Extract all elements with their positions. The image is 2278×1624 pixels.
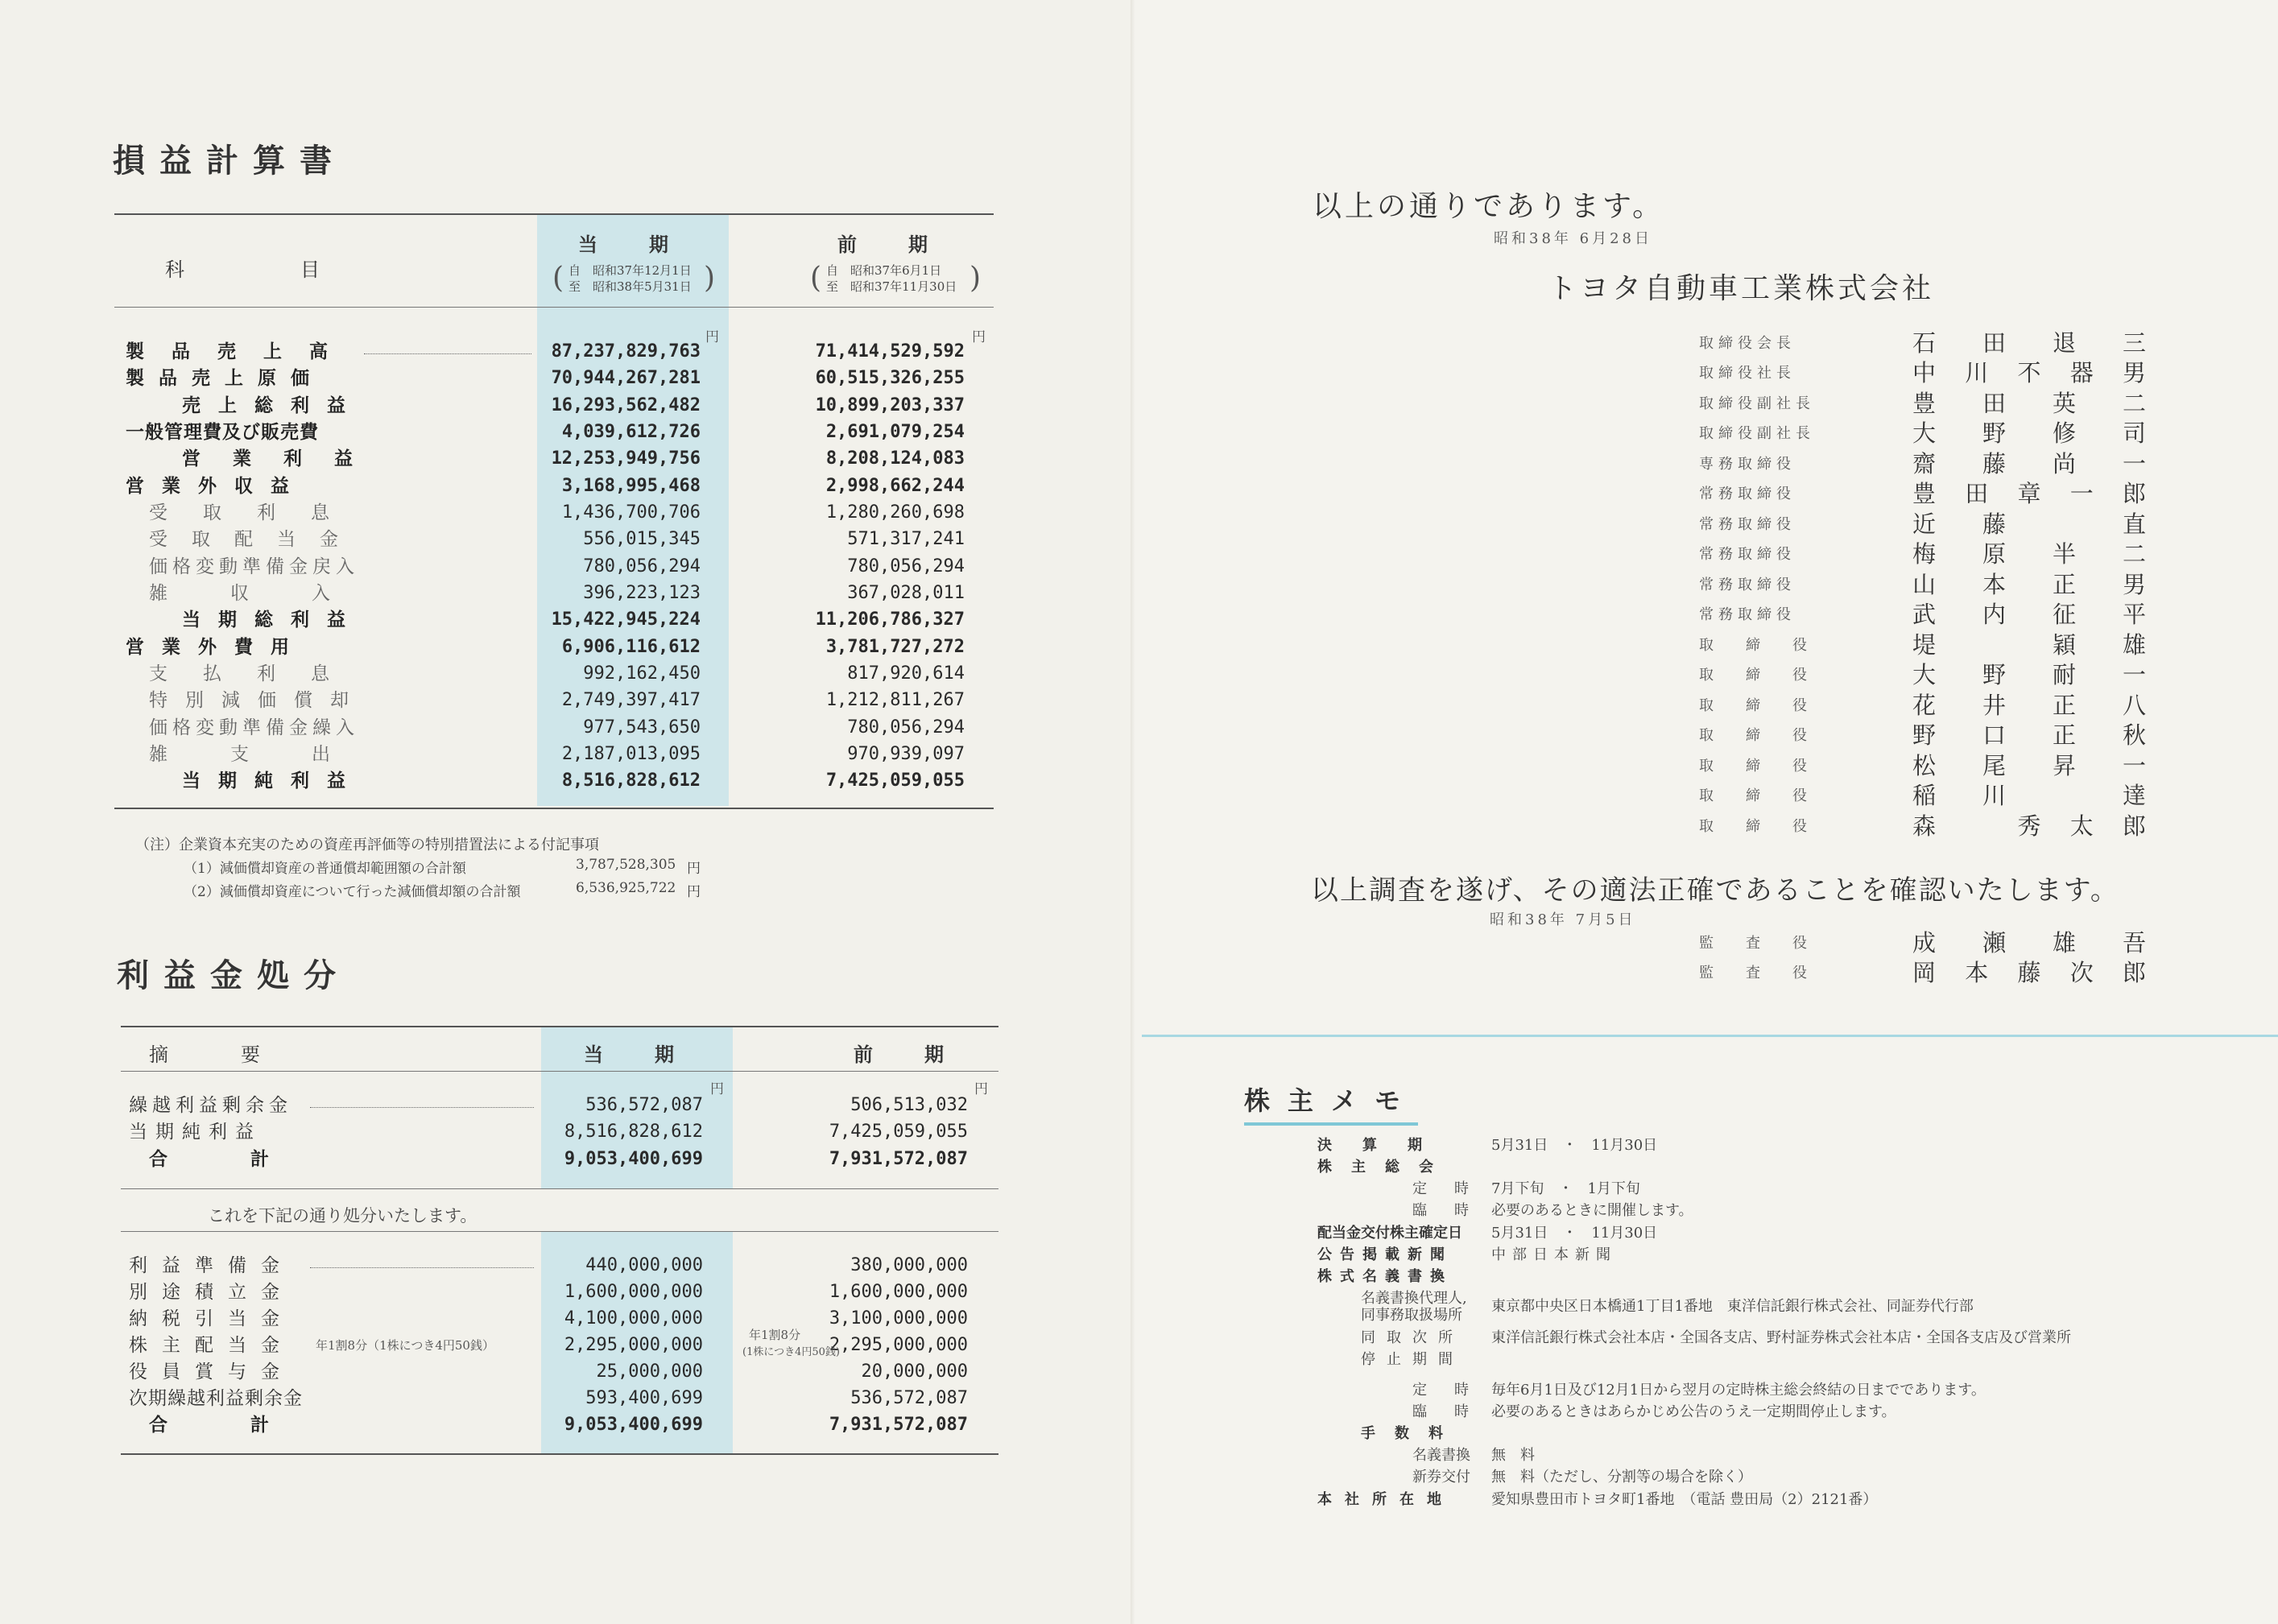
row-label: 受取配当金 <box>149 529 362 550</box>
table-row <box>0 1280 1135 1304</box>
closing-statement: 以上の通りであります。 <box>1313 190 1665 223</box>
memo-sub-label: 停止期間 <box>1361 1351 1464 1368</box>
previous-value: 7,425,059,055 <box>825 771 965 791</box>
current-value: 977,543,650 <box>583 717 701 738</box>
table-row <box>0 688 1135 713</box>
table-row <box>0 501 1135 525</box>
officer-name: 梅 原 半 二 <box>1912 540 2146 568</box>
auditor-row <box>1699 958 2158 988</box>
officer-title: 常務取締役 <box>1699 486 1796 502</box>
header-bottom-rule <box>114 307 994 308</box>
previous-value: 7,425,059,055 <box>829 1122 968 1142</box>
current-value: 556,015,345 <box>583 529 701 549</box>
unit-yen: 円 <box>710 1081 724 1097</box>
memo-sub-label: 新券交付 <box>1412 1469 1470 1486</box>
table-row <box>0 1254 1135 1278</box>
table-row <box>0 581 1135 605</box>
officer-title: 専務取締役 <box>1699 456 1796 473</box>
previous-value: 380,000,000 <box>850 1255 968 1275</box>
officer-name: 花 井 正 八 <box>1912 692 2146 719</box>
column-header-item: 科 目 <box>165 258 368 281</box>
memo-label: 本社所在地 <box>1317 1491 1454 1508</box>
dividend-note-previous-detail: (1株につき4円50銭) <box>742 1346 840 1358</box>
prev-to: 至 昭和37年11月30日 <box>826 279 957 294</box>
previous-value: 11,206,786,327 <box>815 610 965 630</box>
officer-row <box>1699 660 2158 690</box>
officer-title: 常務取締役 <box>1699 516 1796 533</box>
note-2-label: （2）減価償却資産について行った減価償却額の合計額 <box>184 884 521 900</box>
table-row <box>0 1147 1135 1172</box>
column-header-current: 当 期 <box>578 233 684 256</box>
row-label: 売上総利益 <box>182 395 363 416</box>
table-row <box>0 742 1135 767</box>
officer-name: 山 本 正 男 <box>1912 571 2146 598</box>
current-value: 4,100,000,000 <box>564 1308 703 1329</box>
officer-title: 常務取締役 <box>1699 546 1796 563</box>
section-rule <box>121 1188 998 1189</box>
current-value: 16,293,562,482 <box>551 395 701 415</box>
officer-row <box>1699 358 2158 388</box>
previous-value: 60,515,326,255 <box>815 368 965 388</box>
officer-title: 常務取締役 <box>1699 576 1796 593</box>
note-head: （注）企業資本充実のための資産再評価等の特別措置法による付記事項 <box>135 837 599 853</box>
memo-value: 7月下旬 ・ 1月下旬 <box>1491 1180 1640 1197</box>
previous-value: 2,295,000,000 <box>829 1335 968 1355</box>
previous-value: 780,056,294 <box>847 556 965 576</box>
officer-title: 取締役副社長 <box>1699 395 1815 412</box>
memo-sub-label: 定 時 <box>1412 1382 1475 1399</box>
officer-row <box>1699 539 2158 569</box>
table-row <box>0 394 1135 418</box>
prev-from: 自 昭和37年6月1日 <box>826 263 942 278</box>
row-label: 製品売上原価 <box>126 368 324 389</box>
current-value: 2,295,000,000 <box>564 1335 703 1355</box>
officer-row <box>1699 691 2158 721</box>
previous-value: 8,208,124,083 <box>825 448 965 469</box>
officer-title: 取締役 <box>1699 727 1839 744</box>
memo-value: 5月31日 ・ 11月30日 <box>1491 1137 1658 1154</box>
column-header-previous: 前 期 <box>837 233 944 256</box>
row-label: 受取利息 <box>149 502 365 523</box>
shareholder-memo-title: 株主メモ <box>1244 1081 1418 1126</box>
note-2-value: 6,536,925,722 <box>576 880 676 896</box>
previous-value: 1,280,260,698 <box>825 502 965 523</box>
memo-value: 必要のあるときはあらかじめ公告のうえ一定期間停止します。 <box>1491 1403 1896 1420</box>
header-bottom-rule <box>121 1071 998 1072</box>
column-header-previous: 前 期 <box>854 1043 960 1066</box>
income-statement-title: 損益計算書 <box>113 143 346 180</box>
row-label: 役員賞与金 <box>129 1362 294 1382</box>
previous-value: 3,100,000,000 <box>829 1308 968 1329</box>
officer-title: 常務取締役 <box>1699 606 1796 623</box>
officer-name: 松 尾 昇 一 <box>1912 752 2146 779</box>
auditor-name: 成 瀬 雄 吾 <box>1912 929 2146 957</box>
current-value: 9,053,400,699 <box>564 1149 703 1169</box>
officer-row <box>1699 449 2158 479</box>
current-value: 6,906,116,612 <box>561 637 701 657</box>
company-name: トヨタ自動車工業株式会社 <box>1548 272 1935 305</box>
table-top-rule <box>121 1026 998 1027</box>
table-row <box>0 1333 1135 1357</box>
previous-value: 71,414,529,592 <box>815 341 965 362</box>
note-1-label: （1）減価償却資産の普通償却範囲額の合計額 <box>184 861 466 877</box>
memo-label: 配当金交付株主確定日 <box>1317 1225 1462 1242</box>
officer-title: 取締役社長 <box>1699 365 1796 382</box>
row-label: 一般管理費及び販売費 <box>126 422 319 443</box>
table-bottom-rule <box>121 1453 998 1455</box>
row-label: 価格変動準備金繰入 <box>149 717 359 738</box>
row-label: 営業外費用 <box>126 637 307 658</box>
officer-name: 近 藤 直 <box>1912 510 2146 538</box>
memo-label: 決算期 <box>1317 1137 1453 1154</box>
table-bottom-rule <box>114 808 994 809</box>
statement-date: 昭和38年 6月28日 <box>1494 230 1652 247</box>
table-row <box>0 447 1135 471</box>
row-label: 当期純利益 <box>182 771 363 791</box>
previous-value: 817,920,614 <box>847 663 965 684</box>
table-row <box>0 1120 1135 1144</box>
memo-sub-label: 名義書換代理人, <box>1361 1290 1467 1307</box>
row-label: 価格変動準備金戻入 <box>149 556 359 577</box>
officer-title: 取締役 <box>1699 818 1839 835</box>
current-value: 12,253,949,756 <box>551 448 701 469</box>
table-row <box>0 608 1135 632</box>
previous-value: 571,317,241 <box>847 529 965 549</box>
officer-name: 豊 田 章 一 郎 <box>1912 480 2146 507</box>
memo-sub-label: 定 時 <box>1412 1180 1475 1197</box>
officer-row <box>1699 751 2158 781</box>
row-label: 営業外収益 <box>126 476 307 497</box>
previous-value: 10,899,203,337 <box>815 395 965 415</box>
row-label: 次期繰越利益剰余金 <box>129 1388 303 1409</box>
memo-sub-label: 同事務取扱場所 <box>1361 1307 1462 1324</box>
memo-value: 毎年6月1日及び12月1日から翌月の定時株主総会終結の日までであります。 <box>1491 1382 1986 1399</box>
officer-name: 武 内 征 平 <box>1912 601 2146 628</box>
leader-dots <box>310 1107 534 1108</box>
officer-row <box>1699 812 2158 841</box>
note-unit: 円 <box>687 861 701 877</box>
table-row <box>0 366 1135 391</box>
current-value: 9,053,400,699 <box>564 1415 703 1435</box>
previous-value: 7,931,572,087 <box>829 1415 968 1435</box>
officer-title: 取締役 <box>1699 697 1839 714</box>
memo-sub-label: 臨 時 <box>1412 1202 1475 1219</box>
current-value: 1,600,000,000 <box>564 1282 703 1302</box>
table-row <box>0 635 1135 659</box>
note-1-value: 3,787,528,305 <box>576 857 676 873</box>
officer-row <box>1699 419 2158 448</box>
memo-label: 株式名義書換 <box>1317 1268 1453 1285</box>
officer-title: 取締役 <box>1699 758 1839 775</box>
memo-value: 5月31日 ・ 11月30日 <box>1491 1225 1658 1242</box>
officer-name: 大 野 修 司 <box>1912 419 2146 447</box>
current-value: 87,237,829,763 <box>551 341 701 362</box>
current-value: 70,944,267,281 <box>551 368 701 388</box>
row-label: 製品売上高 <box>126 341 355 362</box>
table-row <box>0 1386 1135 1411</box>
current-value: 2,749,397,417 <box>561 690 701 710</box>
left-page <box>0 0 1135 1624</box>
table-row <box>0 769 1135 793</box>
officer-name: 野 口 正 秋 <box>1912 721 2146 749</box>
officer-name: 豊 田 英 二 <box>1912 390 2146 417</box>
officer-row <box>1699 510 2158 539</box>
row-label: 株主配当金 <box>129 1335 294 1356</box>
memo-sub-label: 同取次所 <box>1361 1329 1464 1346</box>
auditor-name: 岡 本 藤 次 郎 <box>1912 959 2146 986</box>
officer-title: 取締役副社長 <box>1699 425 1815 442</box>
column-header-current: 当 期 <box>584 1043 690 1066</box>
officer-title: 取締役 <box>1699 667 1839 684</box>
officer-title: 取締役 <box>1699 637 1839 654</box>
row-label: 当期純利益 <box>129 1122 262 1143</box>
table-row <box>0 1307 1135 1331</box>
previous-value: 506,513,032 <box>850 1095 968 1115</box>
officer-row <box>1699 329 2158 358</box>
memo-label: 手数料 <box>1361 1425 1462 1442</box>
memo-value: 東洋信託銀行株式会社本店・全国各支店、野村証券株式会社本店・全国各支店及び営業所 <box>1491 1329 2071 1346</box>
current-value: 440,000,000 <box>585 1255 703 1275</box>
previous-value: 367,028,011 <box>847 583 965 603</box>
previous-value: 3,781,727,272 <box>825 637 965 657</box>
leader-dots <box>364 353 531 354</box>
officer-name: 石 田 退 三 <box>1912 329 2146 357</box>
current-value: 3,168,995,468 <box>561 476 701 496</box>
row-label: 当期総利益 <box>182 610 363 630</box>
officer-row <box>1699 721 2158 750</box>
section-rule <box>121 1231 998 1232</box>
table-row <box>0 555 1135 579</box>
row-label: 雑支出 <box>149 744 393 765</box>
memo-value: 無 料 <box>1491 1447 1535 1464</box>
officer-name: 齋 藤 尚 一 <box>1912 450 2146 477</box>
table-row <box>0 420 1135 444</box>
officer-row <box>1699 570 2158 600</box>
current-period-dates: ( 自 昭和37年12月1日 至 昭和38年5月31日 ) <box>552 262 716 295</box>
row-label: 利益準備金 <box>129 1255 294 1276</box>
officer-title: 取締役 <box>1699 787 1839 804</box>
row-label: 特別減価償却 <box>149 690 366 711</box>
current-value: 8,516,828,612 <box>564 1122 703 1142</box>
officer-row <box>1699 781 2158 811</box>
appropriation-intro: これを下記の通り処分いたします。 <box>208 1206 478 1225</box>
auditor-title: 監査役 <box>1699 965 1839 981</box>
row-label: 繰越利益剰余金 <box>129 1095 292 1116</box>
officer-name: 森 秀 太 郎 <box>1912 812 2146 840</box>
memo-sub-label: 臨 時 <box>1412 1403 1475 1420</box>
current-value: 992,162,450 <box>583 663 701 684</box>
memo-value: 中部日本新聞 <box>1491 1246 1617 1263</box>
row-label: 雑収入 <box>149 583 393 604</box>
officer-name: 中 川 不 器 男 <box>1912 359 2146 386</box>
officer-row <box>1699 389 2158 419</box>
previous-value: 20,000,000 <box>861 1362 968 1382</box>
unit-yen: 円 <box>705 329 719 345</box>
unit-yen: 円 <box>974 1081 988 1097</box>
current-from: 自 昭和37年12月1日 <box>568 263 692 278</box>
auditor-row <box>1699 928 2158 958</box>
previous-value: 1,212,811,267 <box>825 690 965 710</box>
previous-value: 780,056,294 <box>847 717 965 738</box>
current-to: 至 昭和38年5月31日 <box>568 279 692 294</box>
table-top-rule <box>114 213 994 215</box>
current-value: 593,400,699 <box>585 1388 703 1408</box>
table-row <box>0 474 1135 498</box>
accent-divider <box>1142 1035 2278 1037</box>
audit-date: 昭和38年 7月5日 <box>1490 911 1636 928</box>
current-value: 15,422,945,224 <box>551 610 701 630</box>
memo-value: 東京都中央区日本橋通1丁目1番地 東洋信託銀行株式会社、同証券代行部 <box>1491 1298 1974 1315</box>
current-value: 2,187,013,095 <box>561 744 701 764</box>
previous-value: 2,691,079,254 <box>825 422 965 442</box>
table-row <box>0 1093 1135 1118</box>
current-value: 4,039,612,726 <box>561 422 701 442</box>
officer-row <box>1699 630 2158 660</box>
officer-title: 取締役会長 <box>1699 335 1796 352</box>
memo-value: 無 料（ただし、分割等の場合を除く） <box>1491 1469 1752 1486</box>
memo-label: 公告掲載新聞 <box>1317 1246 1453 1263</box>
current-value: 780,056,294 <box>583 556 701 576</box>
row-label: 合 計 <box>149 1149 301 1170</box>
officer-name: 堤 穎 雄 <box>1912 631 2146 659</box>
current-value: 1,436,700,706 <box>561 502 701 523</box>
table-row <box>0 527 1135 552</box>
current-value: 8,516,828,612 <box>561 771 701 791</box>
unit-yen: 円 <box>972 329 986 345</box>
table-row <box>0 716 1135 740</box>
table-row <box>0 1413 1135 1437</box>
row-label: 別途積立金 <box>129 1282 294 1303</box>
memo-sub-label: 名義書換 <box>1412 1447 1470 1464</box>
dividend-note: 年1割8分（1株につき4円50銭） <box>316 1338 494 1353</box>
officer-name: 稲 川 達 <box>1912 782 2146 809</box>
row-label: 営業利益 <box>182 448 385 469</box>
memo-label: 株主総会 <box>1317 1159 1453 1176</box>
dividend-note-previous: 年1割8分 <box>749 1328 801 1342</box>
current-value: 536,572,087 <box>585 1095 703 1115</box>
previous-value: 2,998,662,244 <box>825 476 965 496</box>
officer-name: 大 野 耐 一 <box>1912 661 2146 688</box>
table-row <box>0 1360 1135 1384</box>
previous-period-dates: ( 自 昭和37年6月1日 至 昭和37年11月30日 ) <box>810 262 982 295</box>
appropriation-title: 利益金処分 <box>117 957 350 994</box>
current-value: 396,223,123 <box>583 583 701 603</box>
officer-row <box>1699 479 2158 509</box>
previous-value: 7,931,572,087 <box>829 1149 968 1169</box>
current-value: 25,000,000 <box>596 1362 703 1382</box>
leader-dots <box>310 1267 534 1268</box>
column-header-item: 摘 要 <box>149 1043 271 1066</box>
table-row <box>0 340 1135 364</box>
note-unit: 円 <box>687 884 701 900</box>
previous-value: 536,572,087 <box>850 1388 968 1408</box>
memo-value: 必要のあるときに開催します。 <box>1491 1202 1693 1219</box>
audit-statement: 以上調査を遂げ、その適法正確であることを確認いたします。 <box>1311 874 2119 907</box>
row-label: 納税引当金 <box>129 1308 294 1329</box>
auditor-title: 監査役 <box>1699 935 1839 952</box>
previous-value: 970,939,097 <box>847 744 965 764</box>
memo-value: 愛知県豊田市トヨタ町1番地 （電話 豊田局（2）2121番） <box>1491 1491 1878 1508</box>
row-label: 支払利息 <box>149 663 365 684</box>
previous-value: 1,600,000,000 <box>829 1282 968 1302</box>
officer-row <box>1699 600 2158 630</box>
row-label: 合 計 <box>149 1415 301 1436</box>
table-row <box>0 662 1135 686</box>
